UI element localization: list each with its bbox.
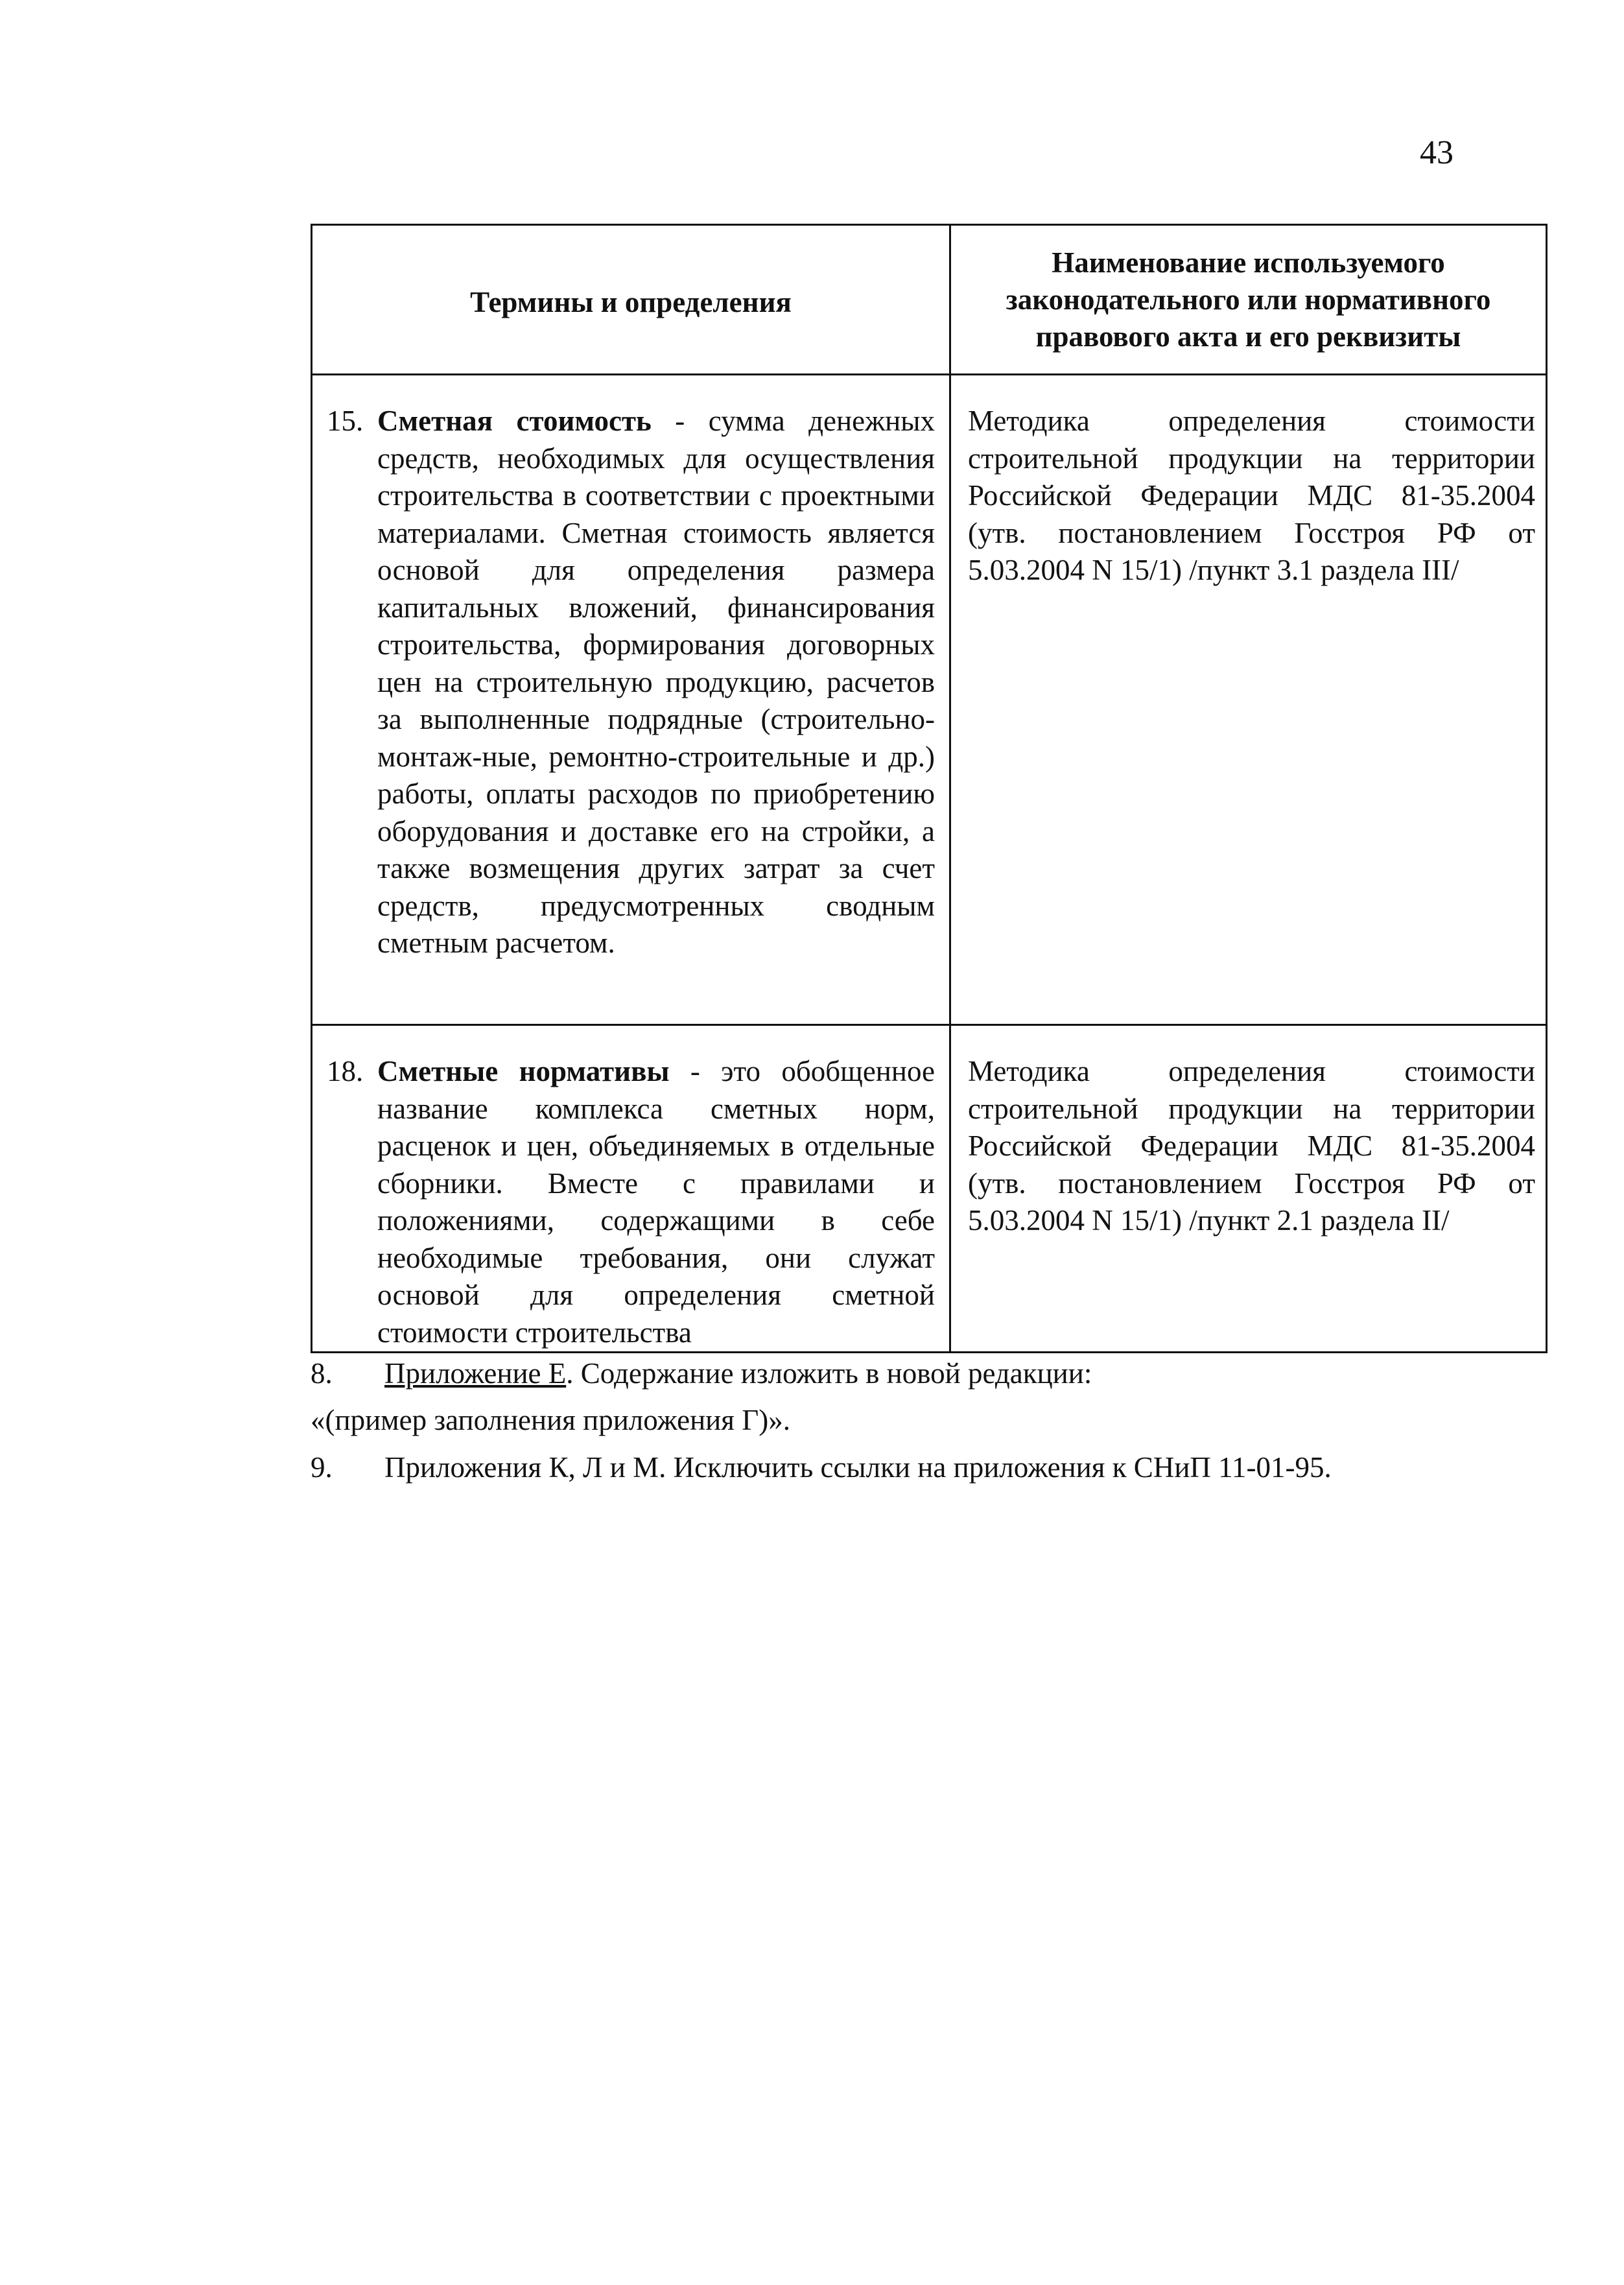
act-cell [950,1025,1547,1353]
term-name: Сметная стоимость [377,405,652,437]
term-definition: - это обобщенное название комплекса сметных норм, расценок и цен, объединяемых в отдельные сборники. Вместе с правилами и положениями, содержащими в себе необходимые требования, они служат основой для определения сметной стоимости строительства [377,1055,935,1349]
paragraph-9 [311,1448,1332,1487]
term-definition: - сумма денежных средств, необходимых для осуществления строительства в соответствии с проектными материалами. Сметная стоимость является основой для определения размера капитальных вложений, финансирования строительства, формирования договорных цен на строительную продукцию, расчетов за выполненные подрядные (строительно-монтаж-ные, ремонтно-строительные и др.) работы, оплаты расходов по приобретению оборудования и доставке его на стройки, а также возмещения других затрат за счет средств, предусмотренных сводным сметным расчетом. [377,405,935,959]
table-header-row [312,225,1547,375]
paragraph-number: 9. [311,1451,333,1484]
page-number: 43 [1420,134,1453,171]
term-cell [312,1025,950,1353]
header-terms: Термины и определения [312,225,950,375]
paragraph-text: Приложения К, Л и М. Исключить ссылки на приложения к СНиП 11-01-95. [384,1451,1332,1484]
act-reference: Методика определения стоимости строительной продукции на территории Российской Федерации МДС 81-35.2004 (утв. постановлением Госстроя РФ от 5.03.2004 N 15/1) /пункт 3.1 раздела III/ [968,405,1535,586]
term-name: Сметные нормативы [377,1055,670,1087]
paragraph-8 [311,1354,1092,1393]
terms-table [311,224,1548,1353]
act-reference: Методика определения стоимости строительной продукции на территории Российской Федерации МДС 81-35.2004 (утв. постановлением Госстроя РФ от 5.03.2004 N 15/1) /пункт 2.1 раздела II/ [968,1055,1535,1237]
table-row [312,1025,1547,1353]
act-cell [950,375,1547,1025]
paragraph-text: . Содержание изложить в новой редакции: [566,1357,1092,1390]
term-number: 15. [327,405,364,437]
underlined-reference: Приложение Е [384,1357,567,1390]
term-cell [312,375,950,1025]
paragraph-number: 8. [311,1357,333,1390]
header-act: Наименование используемого законодательного или нормативного правового акта и его реквизиты [950,225,1547,375]
term-number: 18. [327,1055,364,1087]
table-row [312,375,1547,1025]
paragraph-text: «(пример заполнения приложения Г)». [311,1404,790,1436]
paragraph-8-continuation [311,1401,790,1439]
